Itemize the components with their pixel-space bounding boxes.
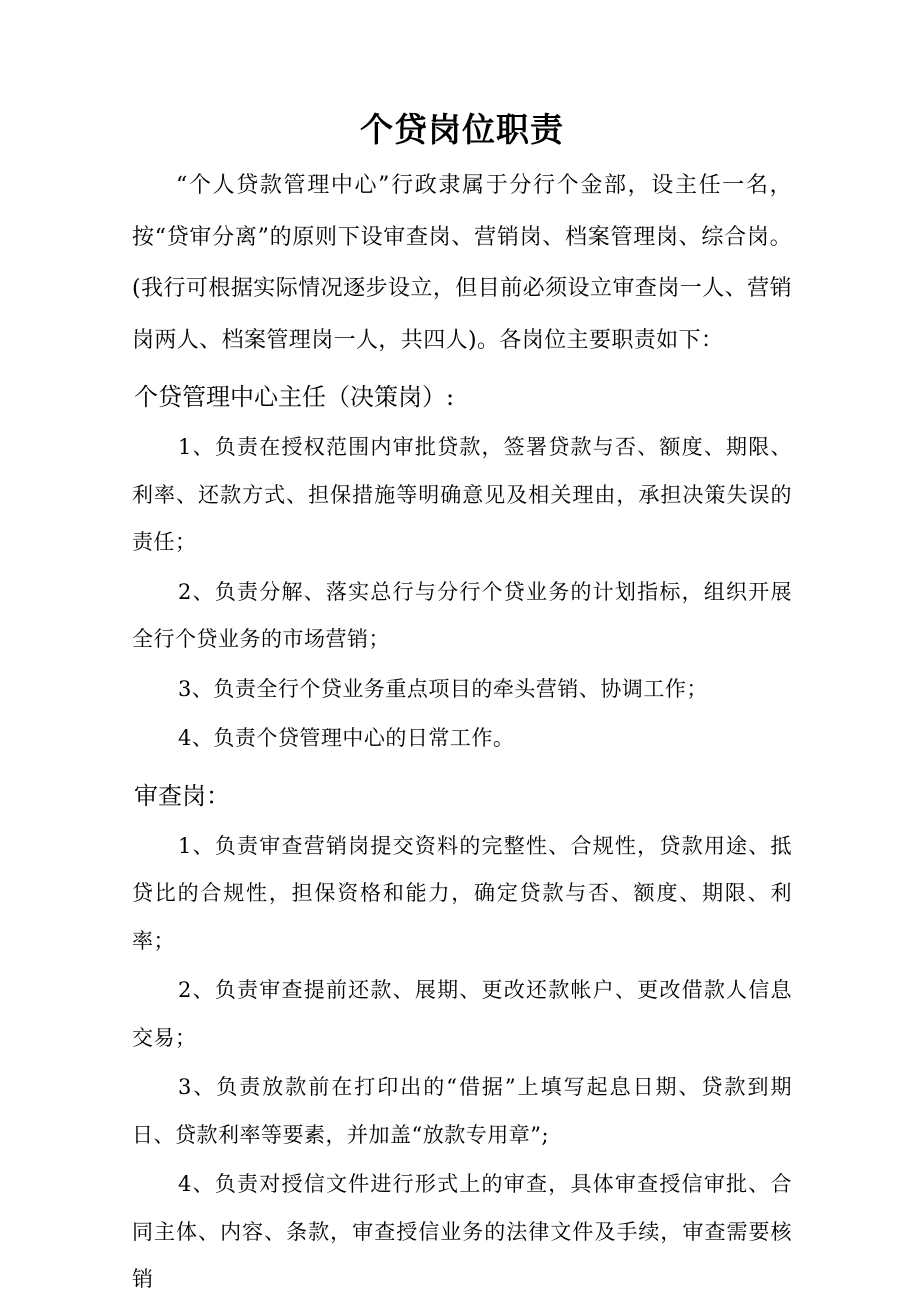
review-duty-4: 4、负责对授信文件进行形式上的审查，具体审查授信审批、合同主体、内容、条款，审查授信业务的法律文件及手续，审查需要核销: [132, 1172, 792, 1291]
section-heading-review: 审查岗：: [134, 781, 230, 810]
director-duty-2: 2、负责分解、落实总行与分行个贷业务的计划指标，组织开展全行个贷业务的市场营销；: [132, 579, 792, 651]
intro-paragraph: “个人贷款管理中心”行政隶属于分行个金部，设主任一名，按“贷审分离”的原则下设审查岗、营销岗、档案管理岗、综合岗。(我行可根据实际情况逐步设立，但目前必须设立审查岗一人、营销岗两人、档案管理岗一人，共四人)。各岗位主要职责如下：: [132, 173, 792, 353]
review-duty-2: 2、负责审查提前还款、展期、更改还款帐户、更改借款人信息交易；: [132, 978, 792, 1050]
section-heading-director: 个贷管理中心主任（决策岗）:: [134, 383, 455, 411]
document-title: 个贷岗位职责: [360, 110, 564, 149]
document-body: [132, 100, 792, 1306]
director-duty-4: 4、负责个贷管理中心的日常工作。: [178, 726, 515, 750]
section-review: [132, 769, 792, 1304]
director-duty-1: 1、负责在授权范围内审批贷款，签署贷款与否、额度、期限、利率、还款方式、担保措施等明确意见及相关理由，承担决策失误的责任；: [132, 435, 792, 554]
director-duty-3: 3、负责全行个贷业务重点项目的牵头营销、协调工作；: [178, 676, 708, 701]
review-duty-1: 1、负责审查营销岗提交资料的完整性、合规性，贷款用途、抵贷比的合规性，担保资格和能力，确定贷款与否、额度、期限、利率；: [132, 833, 792, 953]
review-duty-3: 3、负责放款前在打印出的“借据”上填写起息日期、贷款到期日、贷款利率等要素，并加盖“放款专用章”;: [132, 1075, 792, 1147]
section-director: [132, 370, 792, 763]
